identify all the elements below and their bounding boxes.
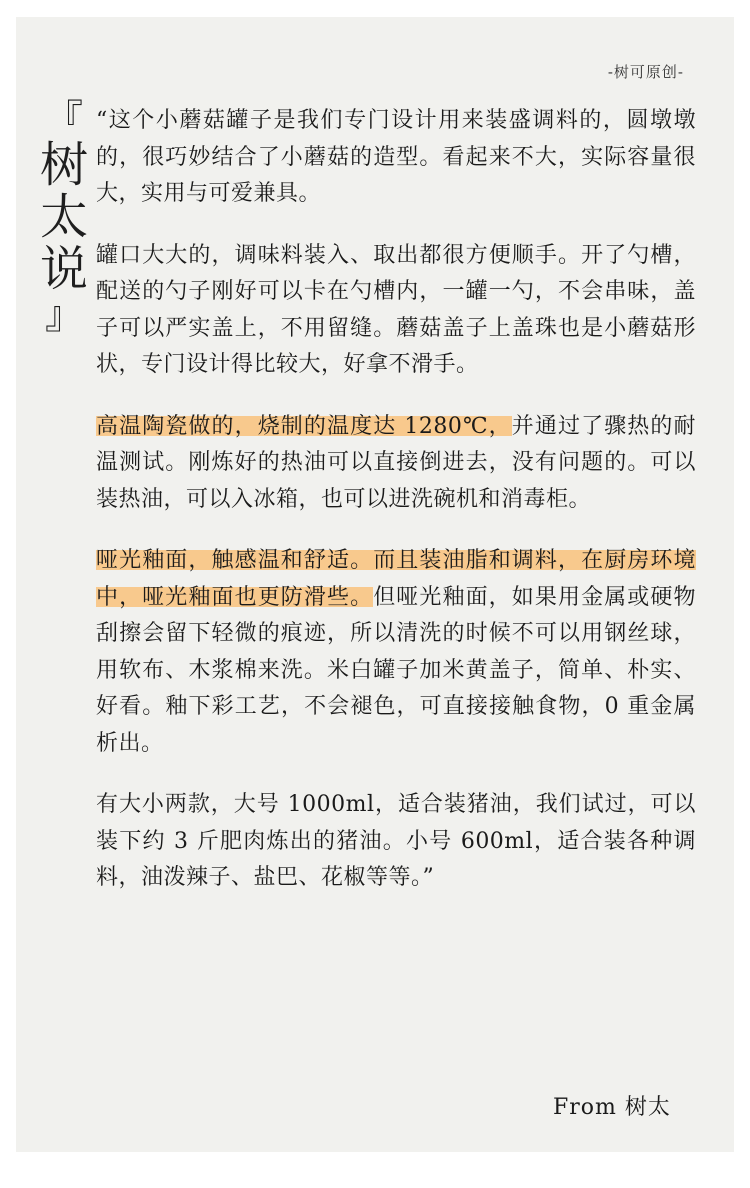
paragraph-lid: 罐口大大的，调味料装入、取出都很方便顺手。开了勺槽，配送的勺子刚好可以卡在勺槽内，一罐一勺，不会串味，盖子可以严实盖上，不用留缝。蘑菇盖子上盖珠也是小蘑菇形状，专门设计得比较大，好拿不滑手。 (96, 242, 696, 377)
highlight-ceramic: 高温陶瓷做的，烧制的温度达 1280℃， (96, 413, 512, 439)
title-char-1: 树 (39, 137, 88, 193)
highlight-glaze: 哑光釉面，触感温和舒适。而且装油脂和调料，在厨房环境中，哑光釉面也更防滑些。 (96, 548, 696, 610)
paragraph-intro: “这个小蘑菇罐子是我们专门设计用来装盛调料的，圆墩墩的，很巧妙结合了小蘑菇的造型。看起来不大，实际容量很大，实用与可爱兼具。 (96, 108, 696, 206)
paragraph-glaze (96, 543, 696, 762)
signature: From 树太 (553, 1095, 671, 1120)
paragraph-sizes: 有大小两款，大号 1000ml，适合装猪油，我们试过，可以装下约 3 斤肥肉炼出的猪油。小号 600ml，适合装各种调料，油泼辣子、盐巴、花椒等等。” (96, 792, 696, 890)
side-title (34, 99, 94, 335)
article-card (16, 17, 734, 1152)
author-credit: -树可原创- (607, 63, 684, 81)
paragraph-glaze-rest: 但哑光釉面，如果用金属或硬物刮擦会留下轻微的痕迹，所以清洗的时候不可以用钢丝球，用软布、木浆棉来洗。米白罐子加米黄盖子，简单、朴实、好看。釉下彩工艺，不会褪色，可直接接触食物，0 重金属析出。 (96, 584, 696, 756)
title-bracket-open: 『 (44, 97, 83, 141)
paragraph-ceramic (96, 409, 696, 519)
title-char-3: 说 (39, 241, 88, 297)
title-char-2: 太 (39, 189, 88, 245)
title-bracket-close: 』 (44, 293, 83, 337)
paragraph-ceramic-rest: 并通过了骤热的耐温测试。刚炼好的热油可以直接倒进去，没有问题的。可以装热油，可以入冰箱，也可以进洗碗机和消毒柜。 (96, 413, 696, 512)
article-body (96, 103, 696, 922)
